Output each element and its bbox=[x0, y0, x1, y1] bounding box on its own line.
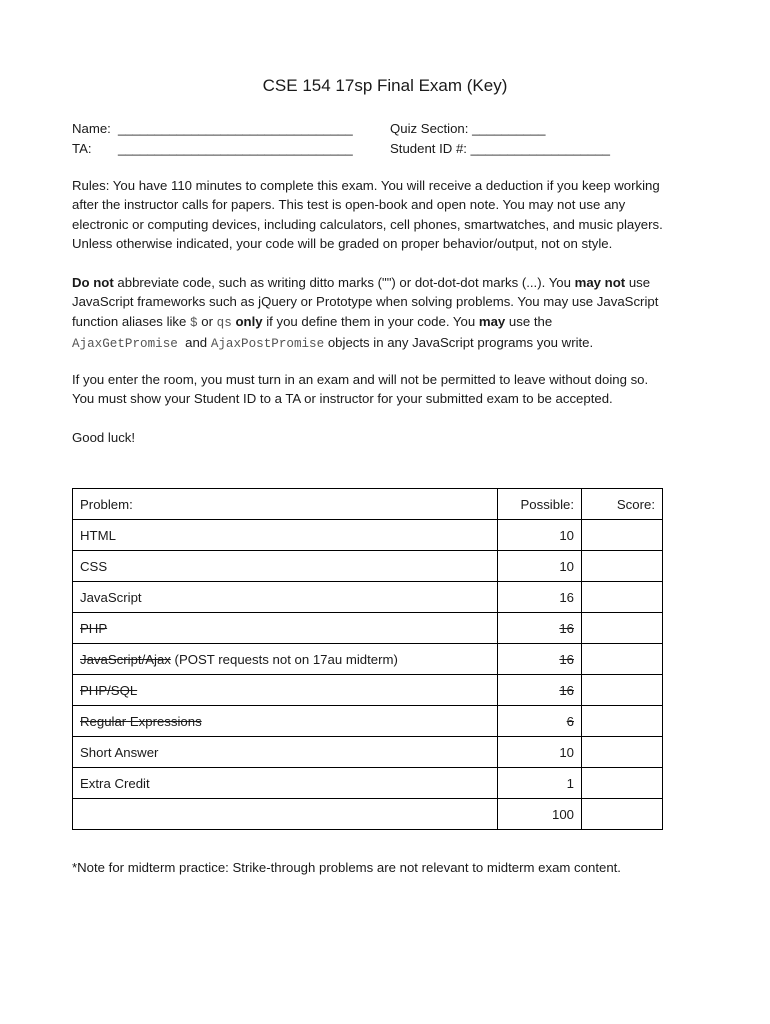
student-id-field: Student ID #: ___________________ bbox=[390, 141, 610, 156]
problem-cell bbox=[73, 644, 498, 675]
score-cell bbox=[582, 644, 663, 675]
rules-paragraph bbox=[72, 176, 712, 254]
table-row bbox=[73, 706, 663, 737]
table-total-row bbox=[73, 799, 663, 830]
exam-title: CSE 154 17sp Final Exam (Key) bbox=[262, 76, 508, 95]
score-cell bbox=[582, 551, 663, 582]
name-blank: ________________________________ bbox=[118, 121, 353, 136]
may-emphasis: may bbox=[478, 313, 506, 329]
name-label: Name: bbox=[72, 121, 111, 136]
possible-cell: 16 bbox=[498, 582, 582, 613]
header-score: Score: bbox=[582, 489, 663, 520]
problem-cell: JavaScript bbox=[73, 582, 498, 613]
total-score-cell bbox=[582, 799, 663, 830]
score-cell bbox=[582, 675, 663, 706]
do-not-emphasis: Do not bbox=[72, 275, 114, 290]
header-possible: Possible: bbox=[498, 489, 582, 520]
problem-note: (POST requests not on 17au midterm) bbox=[170, 651, 398, 667]
room-line: If you enter the room, you must turn in an exam and will not be permitted to leave without doing so. bbox=[72, 372, 649, 387]
good-luck-text: Good luck! bbox=[72, 430, 136, 445]
ta-blank: ________________________________ bbox=[118, 141, 353, 156]
code-rules-text: use bbox=[625, 275, 651, 290]
total-possible-cell: 100 bbox=[498, 799, 582, 830]
ajax-post-promise-code: AjaxPostPromise bbox=[210, 337, 325, 352]
rules-line: after the instructor calls for papers. This test is open-book and open note. You may not use any bbox=[72, 197, 626, 213]
problem-cell: Short Answer bbox=[73, 737, 498, 768]
code-rules-text: function aliases like bbox=[72, 313, 191, 329]
possible-cell: 10 bbox=[498, 520, 582, 551]
problem-cell: HTML bbox=[73, 520, 498, 551]
ajax-get-promise-code: AjaxGetPromise bbox=[72, 337, 178, 352]
possible-cell: 16 bbox=[498, 644, 582, 675]
rules-line: electronic or computing devices, including calculators, cell phones, smartwatches, and music players. bbox=[72, 216, 663, 232]
problem-cell: Extra Credit bbox=[73, 768, 498, 799]
score-table bbox=[72, 488, 663, 830]
code-rules-line bbox=[72, 273, 712, 292]
code-rules-text: if you define them in your code. You bbox=[262, 313, 479, 329]
possible-cell: 6 bbox=[498, 706, 582, 737]
ta-label: TA: bbox=[72, 141, 92, 156]
score-cell bbox=[582, 520, 663, 551]
code-rules-text: use the bbox=[505, 313, 553, 329]
may-not-emphasis: may not bbox=[574, 275, 626, 290]
room-paragraph bbox=[72, 370, 712, 409]
only-emphasis: only bbox=[235, 313, 263, 329]
table-row bbox=[73, 644, 663, 675]
rules-line: Rules: You have 110 minutes to complete this exam. You will receive a deduction if you keep working bbox=[72, 178, 660, 193]
problem-cell: CSS bbox=[73, 551, 498, 582]
problem-cell bbox=[73, 799, 498, 830]
table-row bbox=[73, 675, 663, 706]
problem-name: JavaScript/Ajax bbox=[80, 651, 171, 667]
dollar-code: $ bbox=[190, 315, 198, 330]
table-row bbox=[73, 613, 663, 644]
code-rules-line bbox=[72, 333, 712, 354]
score-cell bbox=[582, 706, 663, 737]
possible-cell: 1 bbox=[498, 768, 582, 799]
possible-cell: 16 bbox=[498, 613, 582, 644]
score-cell bbox=[582, 768, 663, 799]
table-row bbox=[73, 582, 663, 613]
code-rules-paragraph bbox=[72, 273, 712, 355]
qs-code: qs bbox=[216, 315, 232, 330]
problem-cell: PHP bbox=[73, 613, 498, 644]
table-row bbox=[73, 737, 663, 768]
score-cell bbox=[582, 582, 663, 613]
header-problem: Problem: bbox=[73, 489, 498, 520]
code-rules-line bbox=[72, 312, 712, 333]
code-rules-text: or bbox=[197, 313, 217, 329]
room-line: You must show your Student ID to a TA or instructor for your submitted exam to be accepted. bbox=[72, 391, 613, 407]
table-header-row bbox=[73, 489, 663, 520]
problem-cell: PHP/SQL bbox=[73, 675, 498, 706]
problem-cell: Regular Expressions bbox=[73, 706, 498, 737]
code-rules-text: objects in any JavaScript programs you write. bbox=[324, 335, 594, 351]
possible-cell: 10 bbox=[498, 551, 582, 582]
midterm-practice-note: *Note for midterm practice: Strike-through problems are not relevant to midterm exam content. bbox=[72, 860, 621, 875]
code-rules-line: JavaScript frameworks such as jQuery or Prototype when solving problems. You may use JavaScript bbox=[72, 294, 659, 310]
table-row bbox=[73, 768, 663, 799]
table-row bbox=[73, 551, 663, 582]
score-cell bbox=[582, 737, 663, 768]
possible-cell: 10 bbox=[498, 737, 582, 768]
quiz-section-field: Quiz Section: __________ bbox=[390, 121, 546, 136]
table-row bbox=[73, 520, 663, 551]
code-rules-text: and bbox=[177, 335, 211, 351]
possible-cell: 16 bbox=[498, 675, 582, 706]
rules-line: Unless otherwise indicated, your code will be graded on proper behavior/output, not on style. bbox=[72, 236, 613, 252]
score-cell bbox=[582, 613, 663, 644]
code-rules-text: abbreviate code, such as writing ditto marks ("") or dot-dot-dot marks (...). You bbox=[113, 275, 575, 290]
